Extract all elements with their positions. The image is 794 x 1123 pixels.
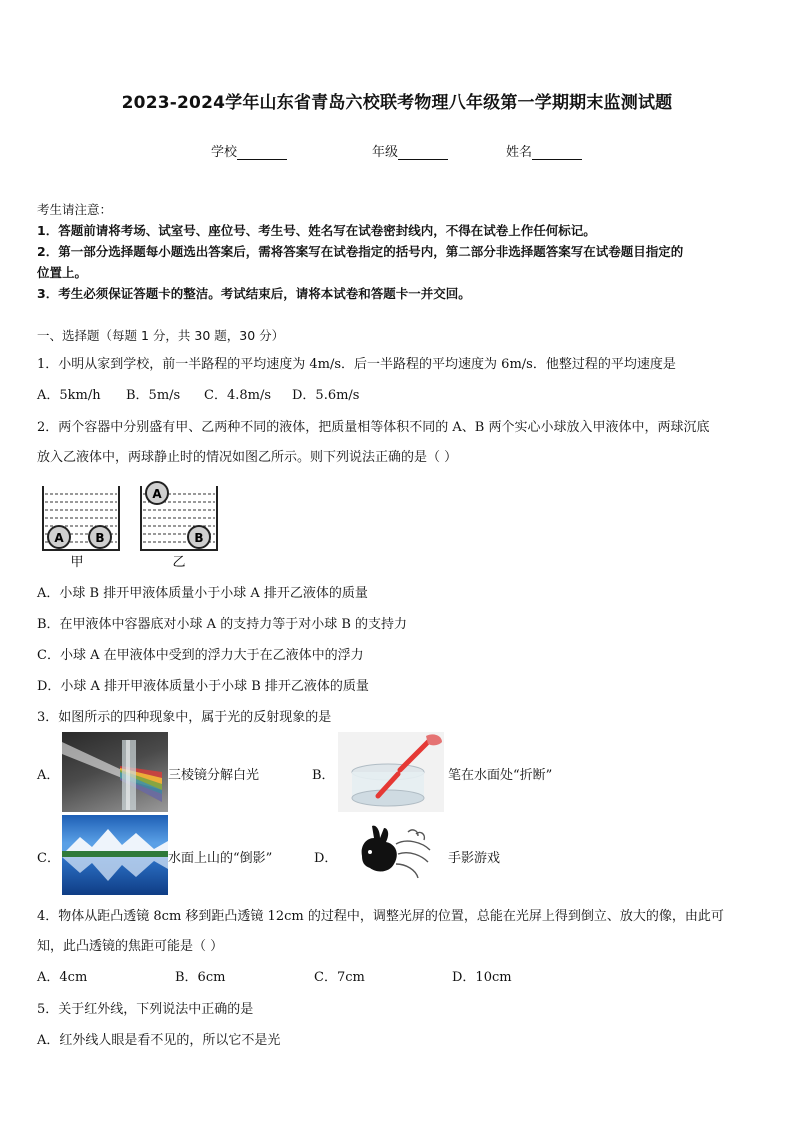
question-2-stem: 2．两个容器中分别盛有甲、乙两种不同的液体，把质量相等体积不同的 A、B 两个实心小球放入甲液体中，两球沉底 — [37, 420, 710, 435]
question-4-stem-cont: 知，此凸透镜的焦距可能是（ ） — [37, 939, 224, 954]
school-label: 学校 — [211, 145, 238, 160]
q3-option-d-letter: D． — [314, 851, 338, 866]
grade-field — [372, 141, 448, 160]
beaker-jia-label: 甲 — [70, 555, 84, 570]
q1-option-c: C．4.8m/s — [204, 388, 271, 403]
school-blank — [237, 146, 287, 160]
q3-option-a-caption: 三棱镜分解白光 — [168, 768, 260, 783]
q4-option-b: B．6cm — [175, 970, 226, 985]
grade-label: 年级 — [372, 145, 399, 160]
beakers-figure — [37, 478, 227, 570]
notice-item: 3．考生必须保证答题卡的整洁。考试结束后，请将本试卷和答题卡一并交回。 — [37, 286, 471, 301]
pen-in-water-photo — [338, 732, 444, 812]
notice-item: 2．第一部分选择题每小题选出答案后，需将答案写在试卷指定的括号内，第二部分非选择题答案写在试卷题目指定的 — [37, 244, 684, 259]
grade-blank — [398, 146, 448, 160]
question-2-stem-cont: 放入乙液体中，两球静止时的情况如图乙所示。则下列说法正确的是（ ） — [37, 450, 458, 465]
q3-option-b-caption: 笔在水面处“折断” — [448, 768, 553, 783]
question-3-stem: 3．如图所示的四种现象中，属于光的反射现象的是 — [37, 710, 332, 725]
q1-option-b: B．5m/s — [126, 388, 181, 403]
q5-option-a: A．红外线人眼是看不见的，所以它不是光 — [37, 1033, 281, 1048]
question-1-stem: 1．小明从家到学校，前一半路程的平均速度为 4m/s．后一半路程的平均速度为 6m/s．他整过程的平均速度是 — [37, 357, 676, 372]
name-blank — [532, 146, 582, 160]
q2-option-b: B．在甲液体中容器底对小球 A 的支持力等于对小球 B 的支持力 — [37, 617, 408, 632]
ball-a-label-2: A — [152, 487, 162, 501]
notice-item: 1．答题前请将考场、试室号、座位号、考生号、姓名写在试卷密封线内，不得在试卷上作任何标记。 — [37, 223, 596, 238]
q2-option-d: D．小球 A 排开甲液体质量小于小球 B 排开乙液体的质量 — [37, 679, 369, 694]
q2-option-a: A．小球 B 排开甲液体质量小于小球 A 排开乙液体的质量 — [37, 586, 368, 601]
q1-option-a: A．5km/h — [37, 388, 101, 403]
q3-option-d-caption: 手影游戏 — [448, 851, 501, 866]
question-5-stem: 5．关于红外线，下列说法中正确的是 — [37, 1002, 254, 1017]
ball-b-label: B — [95, 531, 105, 545]
notice-heading: 考生请注意： — [37, 202, 113, 217]
q3-option-a-letter: A． — [37, 768, 60, 783]
q3-option-c-caption: 水面上山的“倒影” — [168, 851, 273, 866]
q2-option-c: C．小球 A 在甲液体中受到的浮力大于在乙液体中的浮力 — [37, 648, 364, 663]
prism-photo — [62, 732, 168, 812]
notice-item: 位置上。 — [37, 265, 88, 280]
name-label: 姓名 — [506, 145, 533, 160]
q3-option-b-letter: B． — [312, 768, 335, 783]
hand-shadow-icon — [356, 822, 436, 886]
section-heading: 一、选择题（每题 1 分，共 30 题，30 分） — [37, 328, 285, 343]
q4-option-a: A．4cm — [37, 970, 88, 985]
page-title: 2023-2024学年山东省青岛六校联考物理八年级第一学期期末监测试题 — [121, 93, 673, 113]
ball-b-label-2: B — [194, 531, 204, 545]
mountain-reflection-photo — [62, 815, 168, 895]
question-4-stem: 4．物体从距凸透镜 8cm 移到距凸透镜 12cm 的过程中，调整光屏的位置，总能在光屏上得到倒立、放大的像，由此可 — [37, 909, 724, 924]
name-field — [506, 141, 582, 160]
ball-a-label: A — [54, 531, 64, 545]
beaker-yi-label: 乙 — [172, 555, 186, 570]
school-field — [211, 141, 287, 160]
q4-option-c: C．7cm — [314, 970, 365, 985]
q4-option-d: D．10cm — [452, 970, 512, 985]
q3-option-c-letter: C． — [37, 851, 60, 866]
q1-option-d: D．5.6m/s — [292, 388, 360, 403]
